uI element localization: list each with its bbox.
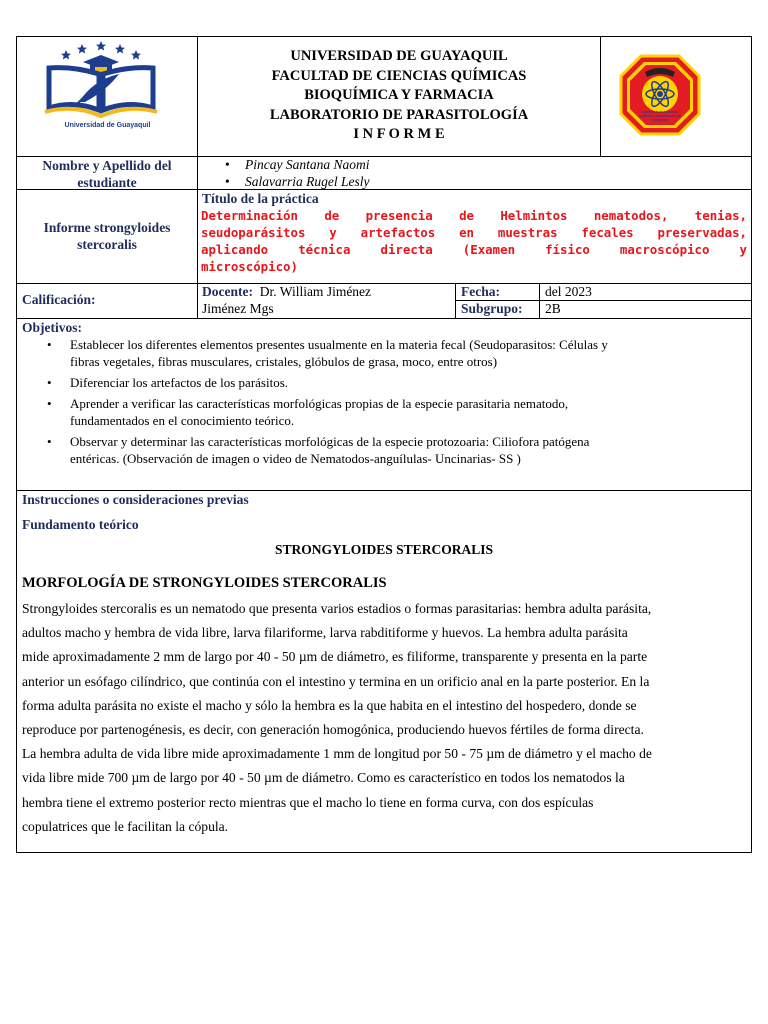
laboratory-name: LABORATORIO DE PARASITOLOGÍA xyxy=(269,106,529,123)
practice-title-line: aplicando técnica directa (Examen físico macroscópico y xyxy=(201,242,747,257)
paragraph-line: forma adulta parásita no existe el macho y sólo la hembra es la que habita en el intestino del hospedero, donde se xyxy=(22,697,637,713)
student-label-line1: Nombre y Apellido del xyxy=(42,158,172,173)
paragraph-line: hembra tiene el extremo posterior recto mientras que el macho lo tiene en forma curva, con dos espículas xyxy=(22,794,594,810)
subgrupo-label: Subgrupo: xyxy=(461,301,523,316)
objective-item: • Establecer los diferentes elementos presentes usualmente en la materia fecal (Seudoparasitos: Células y fibras vegetales, fibras musculares, cristales, glóbulos de grasa, moco, entre otros) xyxy=(17,336,751,370)
paragraph-line: reproduce por partenogénesis, es decir, con generación homogónica, produciendo huevos fértiles de forma directa. xyxy=(22,722,644,738)
paragraph-line: vida libre mide 700 µm de largo por 40 - 50 µm de diámetro. Como es característico en todos los nematodos la xyxy=(22,770,625,786)
practice-title xyxy=(201,207,747,275)
report-label-line2: stercoralis xyxy=(77,237,137,252)
student-name-item: • Salavarria Rugel Lesly xyxy=(225,174,370,189)
university-logo xyxy=(35,40,180,140)
docente-cell xyxy=(202,283,454,317)
faculty-logo-graphic xyxy=(615,50,705,140)
docente-name-line1: Dr. William Jiménez xyxy=(259,284,372,299)
morphology-heading: MORFOLOGÍA DE STRONGYLOIDES STERCORALIS xyxy=(22,575,387,591)
docente-name-line2: Jiménez Mgs xyxy=(202,301,274,316)
paragraph-line: mide aproximadamente 2 mm de largo por 40 - 50 µm de diámetro, es filiforme, transparente y presenta en la parte xyxy=(22,649,648,665)
fecha-value: del 2023 xyxy=(545,284,592,299)
objectives-label: Objetivos: xyxy=(22,320,82,335)
morphology-paragraph xyxy=(22,597,748,839)
report-header xyxy=(198,47,600,145)
student-name: Pincay Santana Naomi xyxy=(245,157,370,172)
instructions-label: Instrucciones o consideraciones previas xyxy=(22,492,249,507)
report-label-line1: Informe strongyloides xyxy=(43,220,171,235)
calificacion-label: Calificación: xyxy=(22,292,96,307)
docente-label: Docente: xyxy=(202,284,253,299)
paragraph-line: anterior un esófago cilíndrico, que continúa con el intestino y termina en un orificio anal en la parte posterior. En la xyxy=(22,673,650,689)
paragraph-line: copulatrices que le facilitan la cópula. xyxy=(22,818,229,834)
faculty-logo xyxy=(615,50,705,140)
fundamento-label: Fundamento teórico xyxy=(22,517,139,532)
paragraph-line: adultos macho y hembra de vida libre, larva filariforme, larva rabditiforme y huevos. La hembra adulta parásita xyxy=(22,625,628,641)
objectives-list xyxy=(17,336,751,470)
university-name: UNIVERSIDAD DE GUAYAQUIL xyxy=(290,48,508,64)
paragraph-line: Strongyloides stercoralis es un nematodo que presenta varios estadios o formas parasitarias: hembra adulta parásita, xyxy=(22,601,652,616)
practice-title-line: Determinación de presencia de Helmintos nematodos, tenias, xyxy=(201,208,747,223)
student-label-line2: estudiante xyxy=(77,175,137,190)
faculty-logo-caption: FACULTAD DE CIENCIAS QUÍMICAS UNIVERSIDAD DE GUAYAQUIL xyxy=(639,110,681,122)
student-names-list xyxy=(198,156,598,190)
document-type: I N F O R M E xyxy=(353,126,445,142)
practice-title-label: Título de la práctica xyxy=(202,191,319,206)
faculty-name: FACULTAD DE CIENCIAS QUÍMICAS xyxy=(271,67,527,84)
practice-title-line: seudoparásitos y artefactos en muestras fecales preservadas, xyxy=(201,225,747,240)
student-label xyxy=(17,157,197,191)
report-label xyxy=(17,219,197,253)
university-logo-caption: Universidad de Guayaquil xyxy=(64,122,151,129)
student-name: Salavarria Rugel Lesly xyxy=(245,174,370,189)
objective-item: • Diferenciar los artefactos de los parásitos. xyxy=(17,374,751,391)
practice-title-line: microscópico) xyxy=(201,259,298,274)
objective-item: • Aprender a verificar las características morfológicas propias de la especie parasitaria nematodo, fundamentados en el conocimiento teórico. xyxy=(17,395,751,429)
subgrupo-value: 2B xyxy=(545,301,561,316)
student-name-item: • Pincay Santana Naomi xyxy=(225,157,370,172)
program-name: BIOQUÍMICA Y FARMACIA xyxy=(304,87,494,103)
section-title: STRONGYLOIDES STERCORALIS xyxy=(275,542,493,557)
objective-item: • Observar y determinar las características morfológicas de la especie protozoaria: Ciliofora patógena entéricas. (Observación de imagen o video de Nematodos-anguílulas- Uncinarias- SS ) xyxy=(17,433,751,467)
fecha-label: Fecha: xyxy=(461,284,500,299)
paragraph-line: La hembra adulta de vida libre mide aproximadamente 1 mm de longitud por 50 - 75 µm de diámetro y el macho de xyxy=(22,746,652,762)
